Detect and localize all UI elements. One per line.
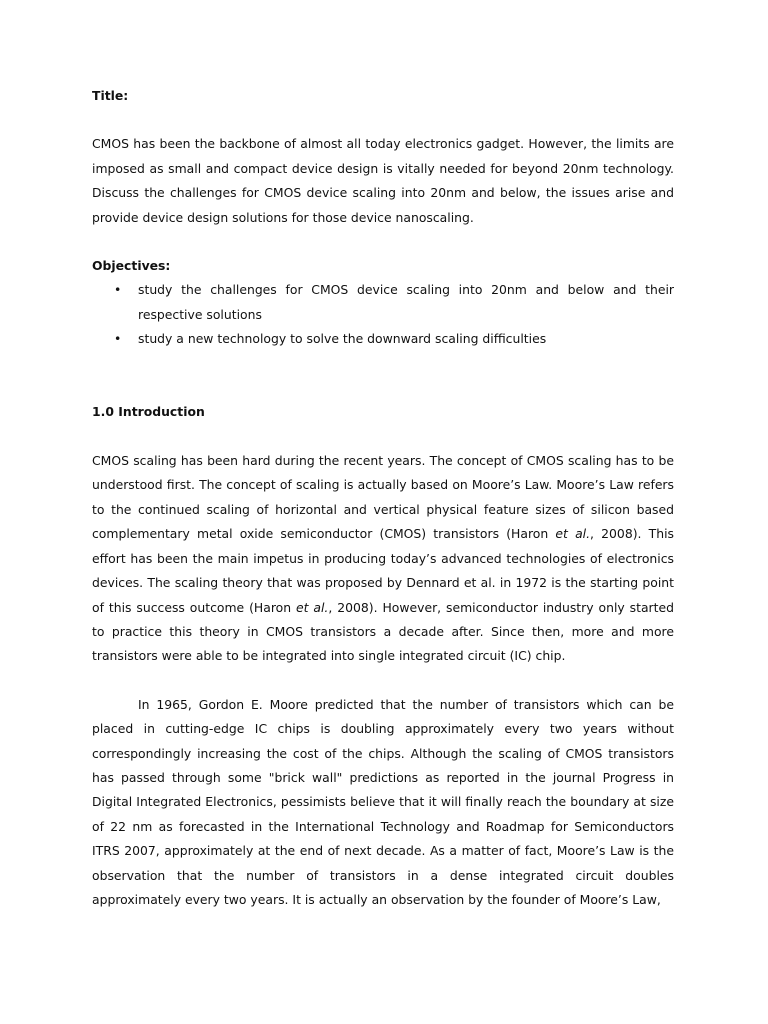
intro-paragraph-2: In 1965, Gordon E. Moore predicted that the number of transistors which can be placed in cutting-edge IC chips is doubling approximately every two years without correspondingly increasing the cost of the chips. Although the scaling of CMOS transistors has passed through some "brick wall" predictions as reported in the journal Progress in Digital Integrated Electronics, pessimists believe that it will finally reach the boundary at size of 22 nm as forecasted in the International Technology and Roadmap for Semiconductors ITRS 2007, approximately at the end of next decade. As a matter of fact, Moore’s Law is the observation that the number of transistors in a dense integrated circuit doubles approximately every two years. It is actually an observation by the founder of Moore’s Law, xyxy=(92,696,674,907)
list-item xyxy=(92,278,674,327)
objectives-heading: Objectives: xyxy=(92,258,171,274)
objective-text: study the challenges for CMOS device scaling into 20nm and below and their respective solutions xyxy=(138,282,674,322)
objectives-list xyxy=(92,278,674,351)
citation-et-al: et al. xyxy=(296,599,329,615)
intro-p1-text-2: , 2008). This effort has been the main impetus in producing today’s advanced technologies of electronics devices. The scaling theory that was proposed by Dennard et al. in 1972 is the starting point of this success outcome (Haron xyxy=(92,526,674,615)
intro-p1-text-3: , 2008). However, semiconductor industry only started to practice this theory in CMOS transistors a decade after. Since then, more and more transistors were able to be integrated into single integrated circuit (IC) chip. xyxy=(92,599,674,664)
objective-text: study a new technology to solve the downward scaling difficulties xyxy=(138,331,547,347)
list-item xyxy=(92,327,674,351)
intro-p1-text-1: CMOS scaling has been hard during the recent years. The concept of CMOS scaling has to be understood first. The concept of scaling is actually based on Moore’s Law. Moore’s Law refers to the continued scaling of horizontal and vertical physical feature sizes of silicon based complementary metal oxide semiconductor (CMOS) transistors (Haron xyxy=(92,453,674,542)
section-heading-introduction: 1.0 Introduction xyxy=(92,403,205,419)
title-paragraph: CMOS has been the backbone of almost all today electronics gadget. However, the limits are imposed as small and compact device design is vitally needed for beyond 20nm technology. Discuss the challenges for CMOS device scaling into 20nm and below, the issues arise and provide device design solutions for those device nanoscaling. xyxy=(92,136,674,225)
title-heading: Title: xyxy=(92,88,129,103)
intro-paragraph-1 xyxy=(92,449,674,669)
citation-et-al: et al. xyxy=(555,526,591,542)
bullet-icon: • xyxy=(114,331,122,347)
document-page xyxy=(92,84,674,912)
bullet-icon: • xyxy=(114,282,122,298)
